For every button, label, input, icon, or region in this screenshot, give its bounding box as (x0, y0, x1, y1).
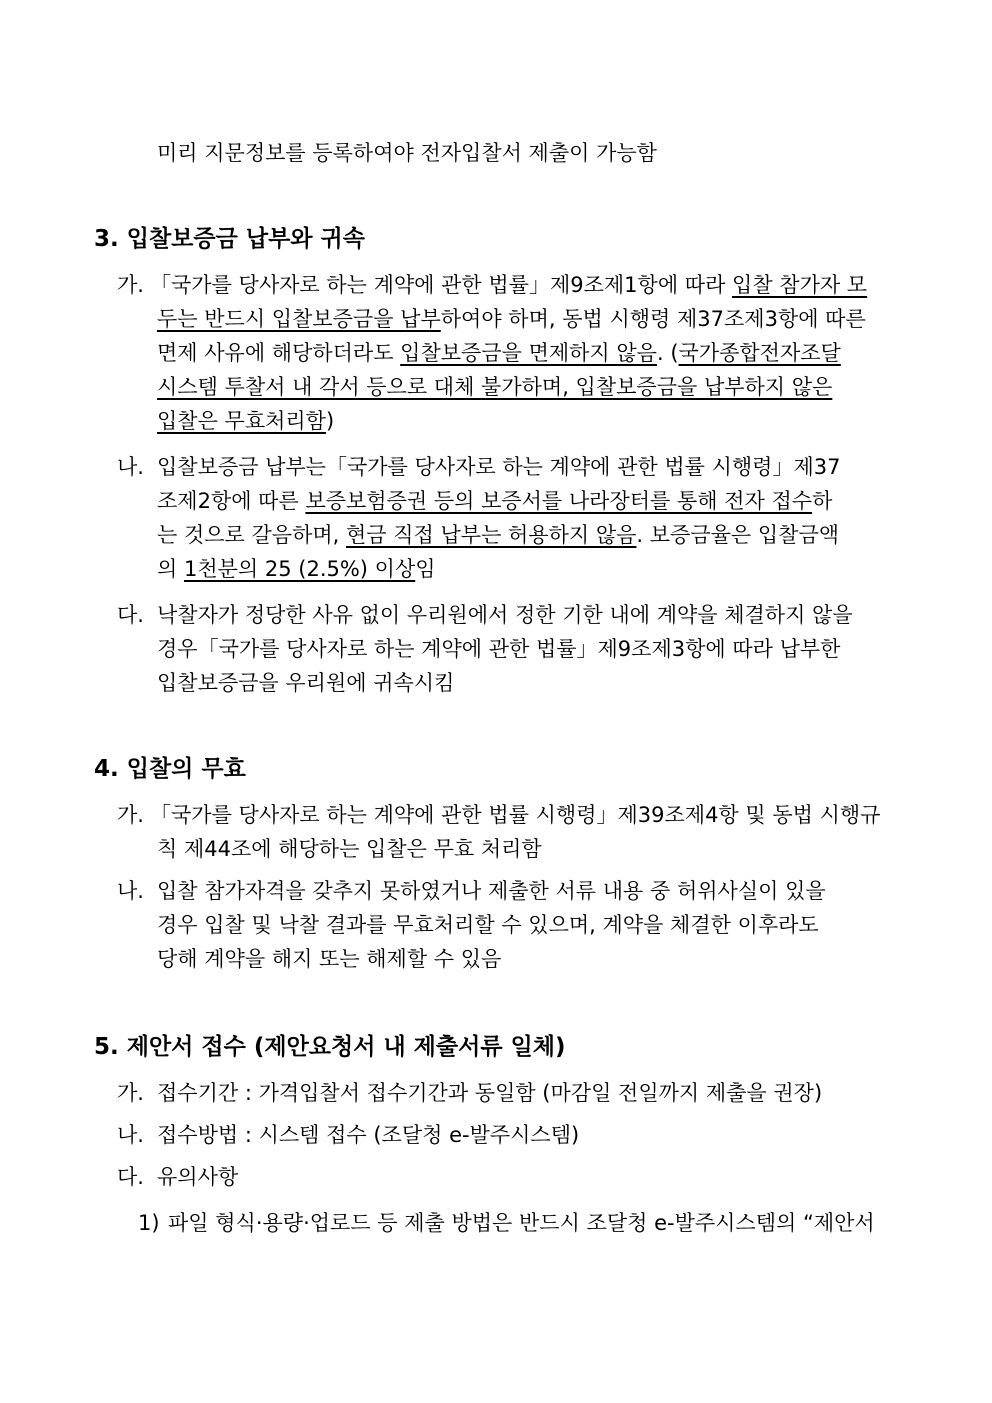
section3-title: 3. 입찰보증금 납부와 귀속 (94, 226, 365, 252)
s3-na-l3-text2: . 보증금율은 입찰금액 (636, 523, 840, 547)
s3-ga-l1-underline: 입찰 참가자 모 (732, 273, 868, 297)
s4-ga-line1: 「국가를 당사자로 하는 계약에 관한 법률 시행령」제39조제4항 및 동법 시행규 (150, 803, 881, 827)
s3-ga-line5 (157, 404, 334, 438)
s3-na-l3-text: 는 것으로 갈음하며, (157, 523, 346, 547)
s5-ga-text: 접수기간 : 가격입찰서 접수기간과 동일함 (마감일 전일까지 제출을 권장) (157, 1081, 823, 1105)
s5-da-marker: 다. (117, 1165, 144, 1189)
s3-ga-l1-text: 「국가를 당사자로 하는 계약에 관한 법률」제9조제1항에 따라 (150, 273, 733, 297)
s4-ga-marker: 가. (117, 803, 144, 827)
s3-na-line2 (157, 484, 832, 518)
s3-ga-l3-text: 면제 사유에 해당하더라도 (157, 341, 401, 365)
s3-da-line3: 입찰보증금을 우리원에 귀속시킴 (157, 671, 455, 695)
s3-na-l4-underline: 1천분의 25 (2.5%) 이상 (183, 557, 416, 581)
s3-na-l4-text2: 임 (415, 557, 436, 581)
s3-ga-line4 (157, 370, 832, 404)
s3-ga-l3-underline2: 국가종합전자조달 (678, 341, 841, 365)
s3-da-marker: 다. (117, 603, 144, 627)
s3-na-l2-text: 조제2항에 따른 (157, 489, 306, 513)
s4-na-line1: 입찰 참가자격을 갖추지 못하였거나 제출한 서류 내용 중 허위사실이 있을 (157, 879, 826, 903)
s3-na-marker: 나. (117, 455, 144, 479)
s5-item1-marker: 1) (138, 1211, 160, 1235)
s5-da-text: 유의사항 (157, 1165, 239, 1189)
s3-ga-line3 (157, 336, 841, 370)
s5-na-marker: 나. (117, 1123, 144, 1147)
s3-ga-l3-text2: . ( (656, 341, 679, 365)
s5-item1-text: 파일 형식·용량·업로드 등 제출 방법은 반드시 조달청 e-발주시스템의 “제안서 (168, 1211, 875, 1235)
s3-ga-l5-text: ) (325, 409, 335, 433)
s3-na-l3-underline: 현금 직접 납부는 허용하지 않음 (346, 523, 637, 547)
s4-na-line2: 경우 입찰 및 낙찰 결과를 무효처리할 수 있으며, 계약을 체결한 이후라도 (157, 913, 819, 937)
s3-ga-marker: 가. (117, 273, 144, 297)
s3-ga-l2-underline: 두는 반드시 입찰보증금을 납부 (157, 307, 441, 331)
s3-da-line2: 경우「국가를 당사자로 하는 계약에 관한 법률」제9조제3항에 따라 납부한 (157, 637, 841, 661)
s3-ga-l2-text: 하여야 하며, 동법 시행령 제37조제3항에 따른 (440, 307, 866, 331)
s3-na-l4-text: 의 (157, 557, 184, 581)
s3-na-l2-underline: 보증보험증권 등의 보증서를 나라장터를 통해 전자 접수 (305, 489, 813, 513)
section4-title: 4. 입찰의 무효 (94, 756, 246, 782)
s5-na-text: 접수방법 : 시스템 접수 (조달청 e-발주시스템) (157, 1123, 580, 1147)
s3-na-l2-text2: 하 (812, 489, 833, 513)
s3-ga-l3-underline: 입찰보증금을 면제하지 않음 (400, 341, 657, 365)
s3-na-line1: 입찰보증금 납부는「국가를 당사자로 하는 계약에 관한 법률 시행령」제37 (157, 455, 841, 479)
intro-line: 미리 지문정보를 등록하여야 전자입찰서 제출이 가능함 (157, 141, 657, 165)
s4-na-line3: 당해 계약을 해지 또는 해제할 수 있음 (157, 947, 502, 971)
s4-ga-line2: 칙 제44조에 해당하는 입찰은 무효 처리함 (157, 837, 542, 861)
s3-ga-line1 (150, 268, 897, 302)
s4-na-marker: 나. (117, 879, 144, 903)
s3-na-line3 (157, 518, 839, 552)
section5-title: 5. 제안서 접수 (제안요청서 내 제출서류 일체) (94, 1034, 566, 1060)
s5-ga-marker: 가. (117, 1081, 144, 1105)
s3-ga-line2 (157, 302, 866, 336)
s3-ga-l5-underline: 입찰은 무효처리함 (157, 409, 326, 433)
s3-da-line1: 낙찰자가 정당한 사유 없이 우리원에서 정한 기한 내에 계약을 체결하지 않을 (157, 603, 853, 627)
s3-na-line4 (157, 552, 436, 586)
s3-ga-l4-underline: 시스템 투찰서 내 각서 등으로 대체 불가하며, 입찰보증금을 납부하지 않은 (157, 375, 833, 399)
